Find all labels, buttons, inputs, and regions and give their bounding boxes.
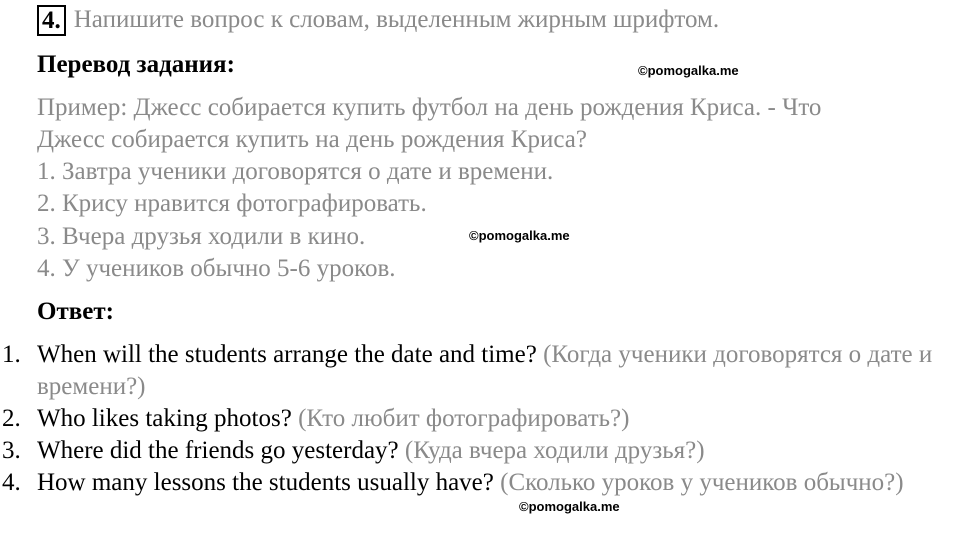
russian-translation: (Куда вчера ходили друзья?)	[404, 437, 705, 464]
list-item	[0, 403, 960, 435]
item-text	[37, 339, 958, 403]
russian-translation: (Когда ученики договорятся о дате и времени?)	[37, 341, 933, 400]
russian-translation: (Сколько уроков у учеников обычно?)	[500, 469, 904, 496]
watermark: ©pomogalka.me	[519, 499, 620, 514]
watermark: ©pomogalka.me	[469, 228, 570, 243]
english-answer: Who likes taking photos?	[37, 405, 292, 432]
task-number: 4.	[37, 5, 66, 36]
list-item	[0, 467, 960, 499]
item-number: 2.	[2, 405, 21, 432]
answer-title: Ответ:	[37, 298, 114, 325]
translation-line: Джесс собирается купить на день рождения Криса?	[37, 126, 587, 153]
english-answer: How many lessons the students usually have?	[37, 469, 494, 496]
english-answer: Where did the friends go yesterday?	[37, 437, 399, 464]
translation-line: 2. Крису нравится фотографировать.	[37, 190, 427, 217]
translation-title: Перевод задания:	[37, 51, 235, 78]
task-instruction: Напишите вопрос к словам, выделенным жирным шрифтом.	[73, 6, 720, 33]
task-header	[37, 4, 719, 36]
list-item	[0, 339, 960, 403]
list-item	[0, 435, 960, 467]
translation-line: 4. У учеников обычно 5-6 уроков.	[37, 255, 396, 282]
english-answer: When will the students arrange the date and time?	[37, 341, 537, 368]
item-text	[37, 435, 958, 467]
item-text	[37, 403, 958, 435]
item-number: 1.	[2, 341, 21, 368]
item-number: 4.	[2, 469, 21, 496]
answer-list	[0, 339, 960, 499]
item-text	[37, 467, 958, 499]
watermark: ©pomogalka.me	[638, 63, 739, 78]
russian-translation: (Кто любит фотографировать?)	[298, 405, 630, 432]
translation-line: 1. Завтра ученики договорятся о дате и времени.	[37, 158, 554, 185]
item-number: 3.	[2, 437, 21, 464]
translation-line: Пример: Джесс собирается купить футбол на день рождения Криса. - Что	[37, 94, 822, 121]
translation-line: 3. Вчера друзья ходили в кино.	[37, 223, 366, 250]
